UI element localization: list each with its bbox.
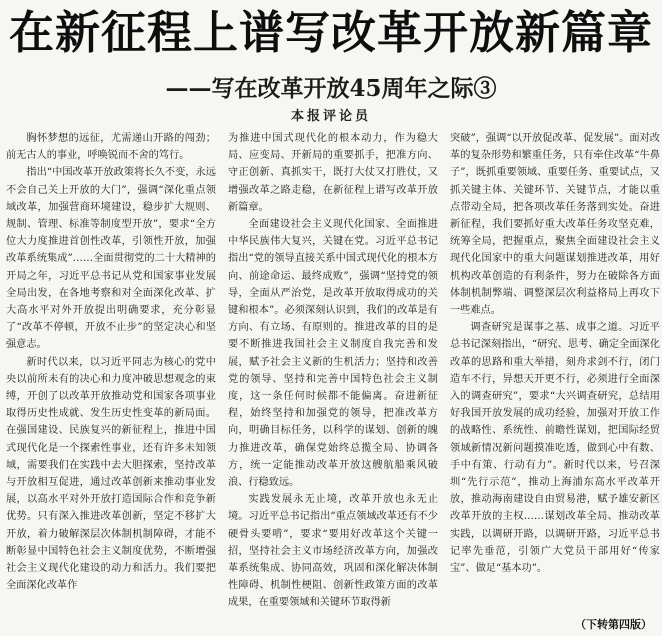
column-1	[6, 130, 216, 630]
headline: 在新征程上谱写改革开放新篇章	[8, 6, 653, 59]
byline: 本报评论员	[290, 109, 371, 124]
paragraph: 调查研究是谋事之基、成事之道。习近平总书记深刻指出，“研究、思考、确定全面深化改革的思路和重大举措，刻舟求剑不行，闭门造车不行，异想天开更不行，必须进行全面深入的调查研究”，要求“大兴调查研究，总结用好我国开放发展的成功经验，加强对开放工作的战略性、系统性、前瞻性谋划，把国际经贸领域新情况新问题摸准吃透，做到心中有数、手中有策、行动有力”。新时代以来，号召深圳“先行示范”，推动上海浦东高水平改革开放，推动海南建设自由贸易港，赋予雄安新区改革开放的主权……谋划改革全局、推动改革实践，以调研开路，以调研开路，习近平总书记率先垂范，引领广大党员干部用好“传家宝”、做足“基本功”。	[450, 322, 660, 575]
column-2	[228, 130, 438, 630]
paragraph-continued: 突破”，强调“以开放促改革、促发展”。面对改革的复杂形势和繁重任务，只有牵住改革“牛鼻子”，既抓重要领域、重要任务、重要试点，又抓关键主体、关键环节、关键节点，才能以重点带动全局，把各项改革任务落到实处。奋进新征程，我们要抓好重大改革任务攻坚克难，统筹全局，把握重点，聚焦全面建设社会主义现代化国家中的重大问题谋划推进改革，用好机构改革创造的有利条件，努力在破除各方面体制机制弊端、调整深层次利益格局上再攻下一些难点。	[450, 133, 660, 317]
paragraph: 实践发展永无止境，改革开放也永无止境。习近平总书记指出“重点领域改革还有不少硬骨头要啃”，要求“要用好改革这个关键一招，坚持社会主义市场经济改革方向，加强改革系统集成、协同高效，巩固和深化解决体制性障碍、机制性梗阻、创新性政策方面的改革成果，在重要领域和关键环节取得新	[228, 494, 438, 609]
paragraph: 胸怀梦想的远征，尤需递山开路的闯劲；前无古人的事业，呼唤锐而不舍的笃行。	[6, 133, 216, 162]
paragraph: 全面建设社会主义现代化国家、全面推进中华民族伟大复兴，关键在党。习近平总书记指出“党的领导直接关系中国式现代化的根本方向、前途命运、最终成败”，强调“坚持党的领导，全面从严治党，是改革开放取得成功的关键和根本”。必须深刻认识到，我们的改革是有方向、有立场、有原则的。推进改革的目的是要不断推进我国社会主义制度自我完善和发展，赋予社会主义新的生机活力；坚持和改善党的领导、坚持和完善中国特色社会主义制度，这一条任何时候都不能偏离。奋进新征程，始终坚持和加强党的领导，把准改革方向，明确目标任务，以科学的谋划、创新的魄力推进改革，确保党始终总揽全局、协调各方，统一定能推动改革开放这艘航船乘风破浪、行稳致远。	[228, 219, 438, 489]
paragraph-continued: 为推进中国式现代化的根本动力，作为稳大局、应变局、开新局的重要抓手，把准方向、守正创新、真抓实干，既打大仗又打胜仗，又增强改革之路走稳，在新征程上谱写改革开放新篇章。	[228, 133, 438, 213]
paragraph: 指出“中国改革开放政策将长久不变，永远不会自己关上开放的大门”，强调“深化重点领域改革，加强营商环境建设，稳步扩大规则、规制、管理、标准等制度型开放”，要求“全方位大力度推进首创性改革，引领性开放，加强改革系统集成”……全面贯彻党的二十大精神的开局之年，习近平总书记从党和国家事业发展全局出发，在各地考察和对全面深化改革、扩大高水平对外开放提出明确要求，充分彰显了“改革不停顿，开放不止步”的坚定决心和坚强意志。	[6, 167, 216, 351]
column-3	[450, 130, 660, 630]
paragraph: 新时代以来，以习近平同志为核心的党中央以前所未有的决心和力度冲破思想观念的束缚，开创了以改革开放推动党和国家各项事业取得历史性成就、发生历史性变革的新局面。在强国建设、民族复兴的新征程上，推进中国式现代化是一个探索性事业，还有许多未知领域，需要我们在实践中去大胆探索，坚持改革与开放相互促进，通过改革创新来推动事业发展，以高水平对外开放打造国际合作和竞争新优势。只有深入推进改革创新，坚定不移扩大开放，着力破解深层次体制机制障碍，才能不断彰显中国特色社会主义制度优势，不断增强社会主义现代化建设的动力和活力。我们要把全面深化改革作	[6, 356, 216, 592]
continuation-note: （下转第四版）	[575, 618, 652, 631]
subheadline: ——写在改革开放45周年之际③	[165, 75, 497, 102]
